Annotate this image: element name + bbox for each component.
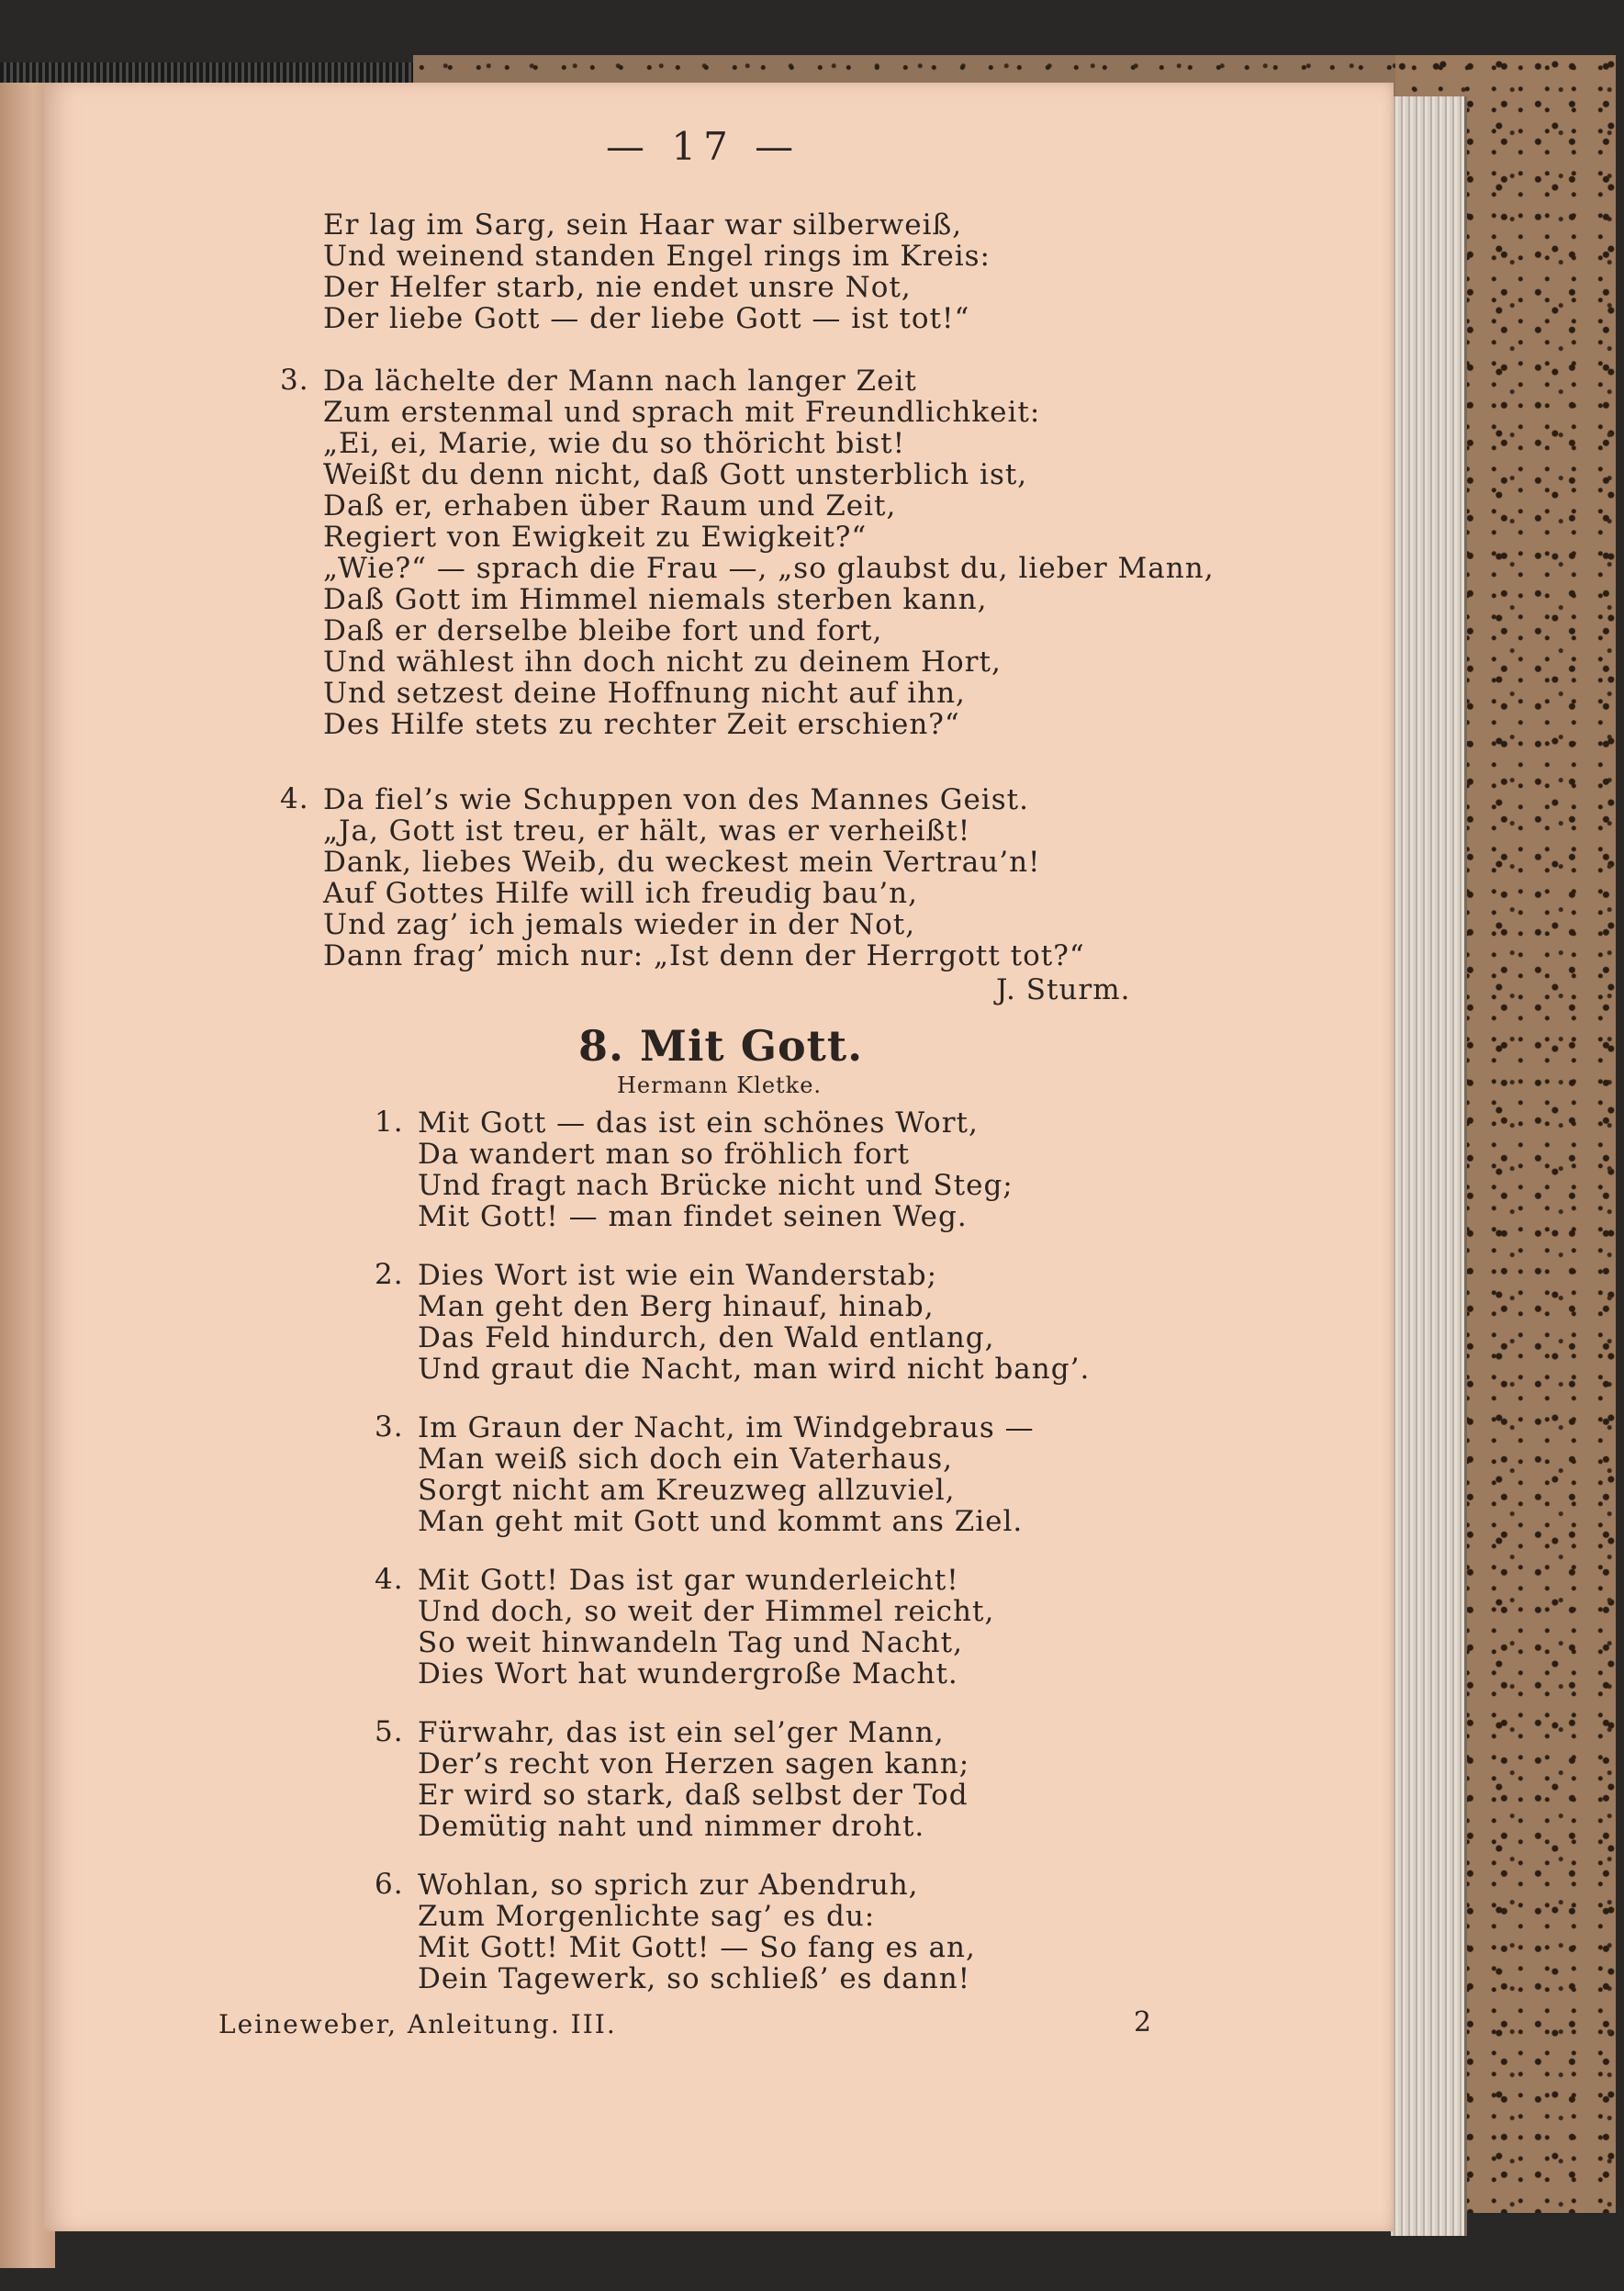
poem-line: Mit Gott! — man findet seinen Weg. [418,1200,968,1233]
poem-line: Demütig naht und nimmer droht. [418,1810,925,1843]
poem-line: Der liebe Gott — der liebe Gott — ist tot!“ [323,302,970,335]
poem-line: Und weinend standen Engel rings im Kreis: [323,240,991,273]
footer-source: Leineweber, Anleitung. III. [218,2009,617,2039]
poem-line: Er lag im Sarg, sein Haar war silberweiß, [323,208,963,241]
poem-title: 8. Mit Gott. [578,1021,864,1071]
poem-line: Mit Gott! Mit Gott! — So fang es an, [418,1931,976,1964]
signature-mark: 2 [1134,2006,1153,2038]
poem-line: Und fragt nach Brücke nicht und Steg; [418,1169,1014,1202]
poem-line: Zum erstenmal und sprach mit Freundlichkeit: [323,396,1041,429]
page-edges [1391,96,1467,2236]
poem-line: Daß er, erhaben über Raum und Zeit, [323,489,897,522]
poem-line: Das Feld hindurch, den Wald entlang, [418,1321,995,1354]
poem-line: Da wandert man so fröhlich fort [418,1138,910,1171]
poem-line: Dies Wort ist wie ein Wanderstab; [418,1259,938,1292]
poem-line: Daß Gott im Himmel niemals sterben kann, [323,583,988,616]
poem-line: Wohlan, so sprich zur Abendruh, [418,1869,919,1902]
poem-line: Der’s recht von Herzen sagen kann; [418,1747,970,1780]
poem-line: Der Helfer starb, nie endet unsre Not, [323,271,912,304]
stanza-number: 3. [375,1410,404,1443]
poem-line: Des Hilfe stets zu rechter Zeit erschien?“ [323,708,960,741]
poem-line: „Ei, ei, Marie, wie du so thöricht bist! [323,427,906,460]
poem-line: Dein Tagewerk, so schließ’ es dann! [418,1962,971,1995]
poem-line: „Wie?“ — sprach die Frau —, „so glaubst du, lieber Mann, [323,552,1215,585]
poem-line: Zum Morgenlichte sag’ es du: [418,1900,876,1933]
poem-line: Man geht den Berg hinauf, hinab, [418,1290,935,1323]
stanza-number: 4. [280,782,309,815]
poem-line: Im Graun der Nacht, im Windgebraus — [418,1411,1035,1444]
poem-line: Daß er derselbe bleibe fort und fort, [323,614,883,647]
stanza-number: 2. [375,1258,404,1291]
poem-line: Mit Gott — das ist ein schönes Wort, [418,1106,979,1140]
poem-line: „Ja, Gott ist treu, er hält, was er verheißt! [323,814,971,848]
poem-line: Dank, liebes Weib, du weckest mein Vertrau’n! [323,846,1041,879]
poem-author: J. Sturm. [996,973,1131,1006]
poem-line: Mit Gott! Das ist gar wunderleicht! [418,1564,959,1597]
stanza-number: 1. [375,1106,404,1139]
page-number: — 17 — [606,124,801,169]
poem-line: Man geht mit Gott und kommt ans Ziel. [418,1505,1024,1538]
poem-line: Dies Wort hat wundergroße Macht. [418,1657,958,1690]
poem-line: Und wählest ihn doch nicht zu deinem Hort, [323,646,1002,679]
poem-line: Da fiel’s wie Schuppen von des Mannes Geist. [323,783,1029,816]
poem-line: Dann frag’ mich nur: „Ist denn der Herrgott tot?“ [323,939,1085,972]
poem-line: Da lächelte der Mann nach langer Zeit [323,365,917,398]
poem-line: Fürwahr, das ist ein sel’ger Mann, [418,1716,945,1749]
stanza-number: 6. [375,1868,404,1901]
poem-author: Hermann Kletke. [617,1073,823,1098]
stanza-number: 5. [375,1715,404,1748]
poem-line: Regiert von Ewigkeit zu Ewigkeit?“ [323,521,868,554]
poem-line: Und doch, so weit der Himmel reicht, [418,1595,995,1628]
poem-line: Er wird so stark, daß selbst der Tod [418,1779,969,1812]
poem-line: Und setzest deine Hoffnung nicht auf ihn, [323,677,966,710]
poem-line: Und graut die Nacht, man wird nicht bang’. [418,1353,1091,1386]
poem-line: Sorgt nicht am Kreuzweg allzuviel, [418,1474,956,1507]
poem-line: Weißt du denn nicht, daß Gott unsterblich ist, [323,458,1028,491]
stanza-number: 3. [280,364,309,397]
book-spine-edge [0,62,431,84]
poem-line: Und zag’ ich jemals wieder in der Not, [323,908,916,941]
poem-line: Man weiß sich doch ein Vaterhaus, [418,1443,953,1476]
stanza-number: 4. [375,1563,404,1596]
poem-line: Auf Gottes Hilfe will ich freudig bau’n, [323,877,918,910]
poem-line: So weit hinwandeln Tag und Nacht, [418,1626,963,1659]
